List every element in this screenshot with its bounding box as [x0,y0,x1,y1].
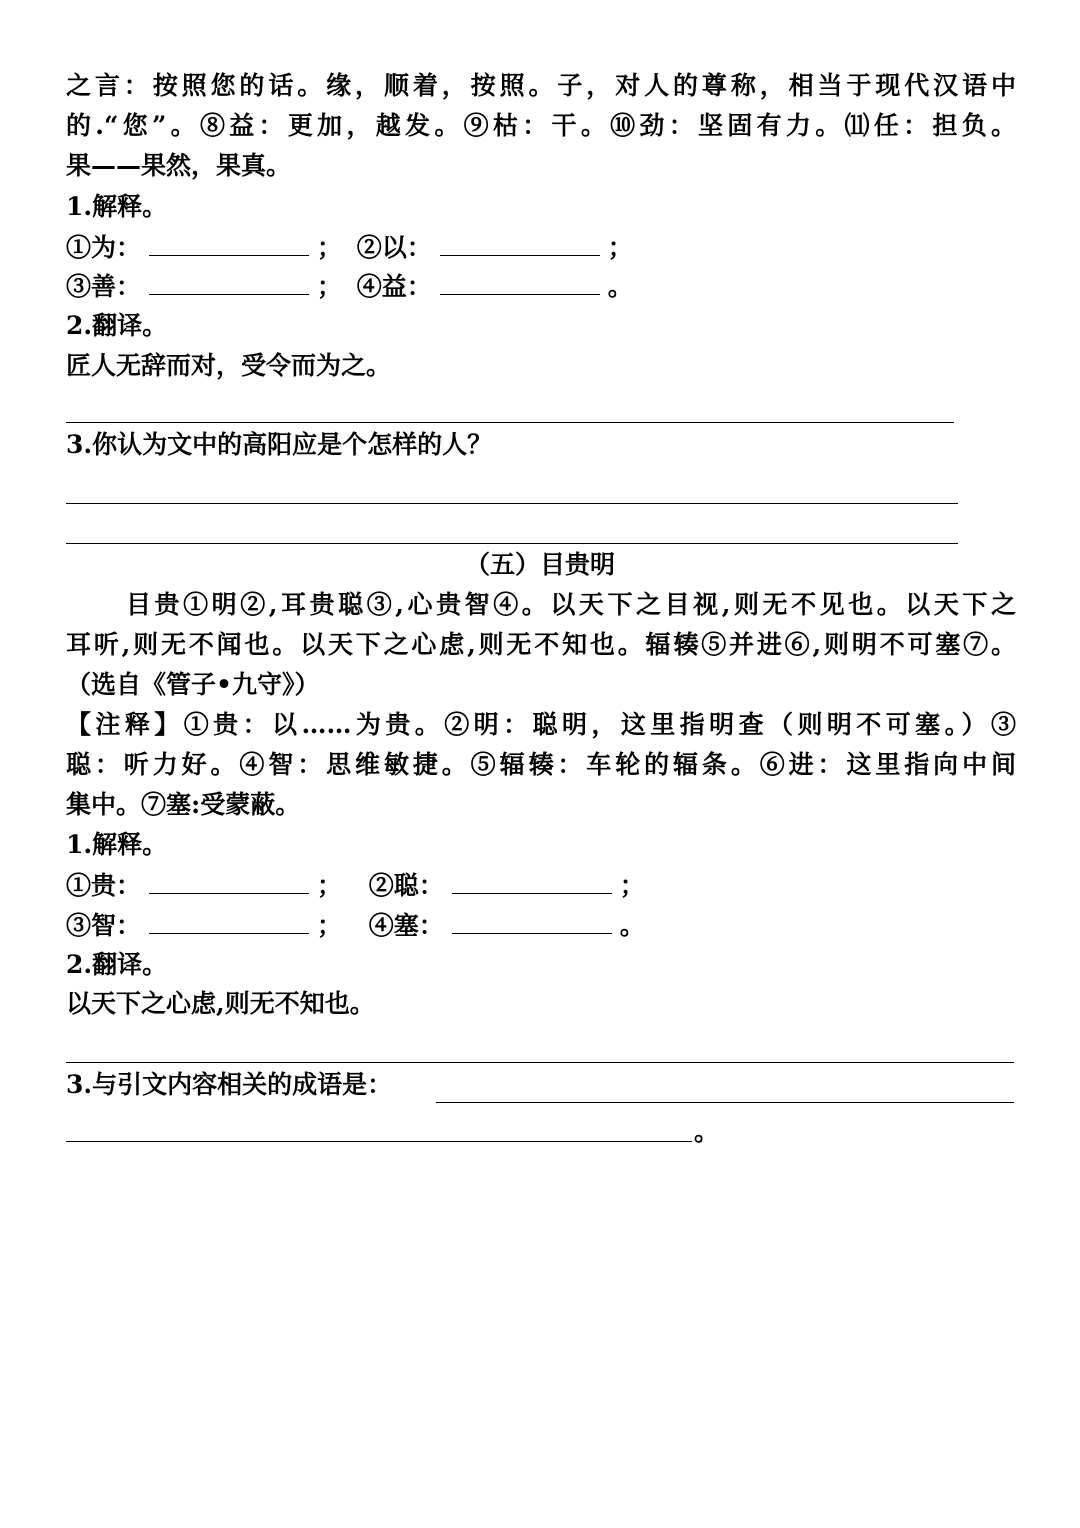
semicolon: ； [317,272,343,301]
q1-5-row-1 [66,865,645,905]
q1-5-item-gui: ①贵： [66,871,142,900]
notes-line-2: 的.“您”。⑧益：更加，越发。⑨枯：干。⑩劲：坚固有力。⑾任：担负。 [66,111,1016,140]
q2-label: 2.翻译。 [66,311,168,340]
answer-line-q3-5-1[interactable] [436,1102,1014,1103]
semicolon: ； [317,871,343,900]
q1-5-row-2 [66,905,645,945]
section-title: （五）目贵明 [464,550,615,579]
q1-5-item-se: ④塞： [368,911,444,940]
q1-5-label: 1.解释。 [66,830,168,859]
notes-line-3: 果——果然，果真。 [66,151,292,180]
semicolon: ； [619,871,645,900]
q1-5-item-cong: ②聪： [368,871,444,900]
q1-item-shan: ③善： [66,272,142,301]
period: 。 [619,911,645,940]
answer-blank-shan[interactable] [149,266,309,295]
semicolon: ； [317,233,343,262]
q1-item-yi2: ④益： [356,272,432,301]
answer-blank-zhi[interactable] [149,905,309,934]
q1-item-yi: ②以： [356,233,432,262]
answer-blank-yi2[interactable] [440,266,600,295]
answer-line-q3-2[interactable] [66,543,958,544]
answer-line-q2[interactable] [66,422,954,423]
q3-5-question: 3.与引文内容相关的成语是： [66,1070,393,1099]
answer-blank-cong[interactable] [452,865,612,894]
text-source: （选自《管子•九守》） [66,670,320,699]
answer-blank-gui[interactable] [149,865,309,894]
notes5-line-1: 【注释】①贵：以……为贵。②明：聪明，这里指明查（则明不可塞。）③ [66,710,1016,739]
notes-line-1: 之言：按照您的话。缘，顺着，按照。子，对人的尊称，相当于现代汉语中 [66,71,1016,100]
semicolon: ； [607,233,633,262]
answer-line-q3-1[interactable] [66,503,958,504]
answer-blank-wei[interactable] [149,227,309,256]
notes5-line-3: 集中。⑦塞:受蒙蔽。 [66,790,301,819]
semicolon: ； [317,911,343,940]
text-line-1: 目贵①明②,耳贵聪③,心贵智④。以天下之目视,则无不见也。以天下之 [126,590,1016,619]
notes5-line-2: 聪：听力好。④智：思维敏捷。⑤辐辏：车轮的辐条。⑥进：这里指向中间 [66,750,1016,779]
answer-line-q2-5[interactable] [66,1062,1014,1063]
q1-row-2 [66,266,633,306]
q2-sentence: 匠人无辞而对，受令而为之。 [66,351,392,380]
q1-row-1 [66,227,633,267]
q1-5-item-zhi: ③智： [66,911,142,940]
final-period: 。 [694,1117,720,1146]
answer-blank-se[interactable] [452,905,612,934]
q2-5-label: 2.翻译。 [66,950,168,979]
answer-line-q3-5-2[interactable] [66,1141,692,1142]
text-line-2: 耳听,则无不闻也。以天下之心虑,则无不知也。辐辏⑤并进⑥,则明不可塞⑦。 [66,630,1016,659]
q1-item-wei: ①为： [66,233,142,262]
q2-5-sentence: 以天下之心虑,则无不知也。 [66,989,375,1018]
answer-blank-yi[interactable] [440,227,600,256]
period: 。 [607,272,633,301]
q3-question: 3.你认为文中的高阳应是个怎样的人？ [66,430,493,459]
q1-label: 1.解释。 [66,192,168,221]
